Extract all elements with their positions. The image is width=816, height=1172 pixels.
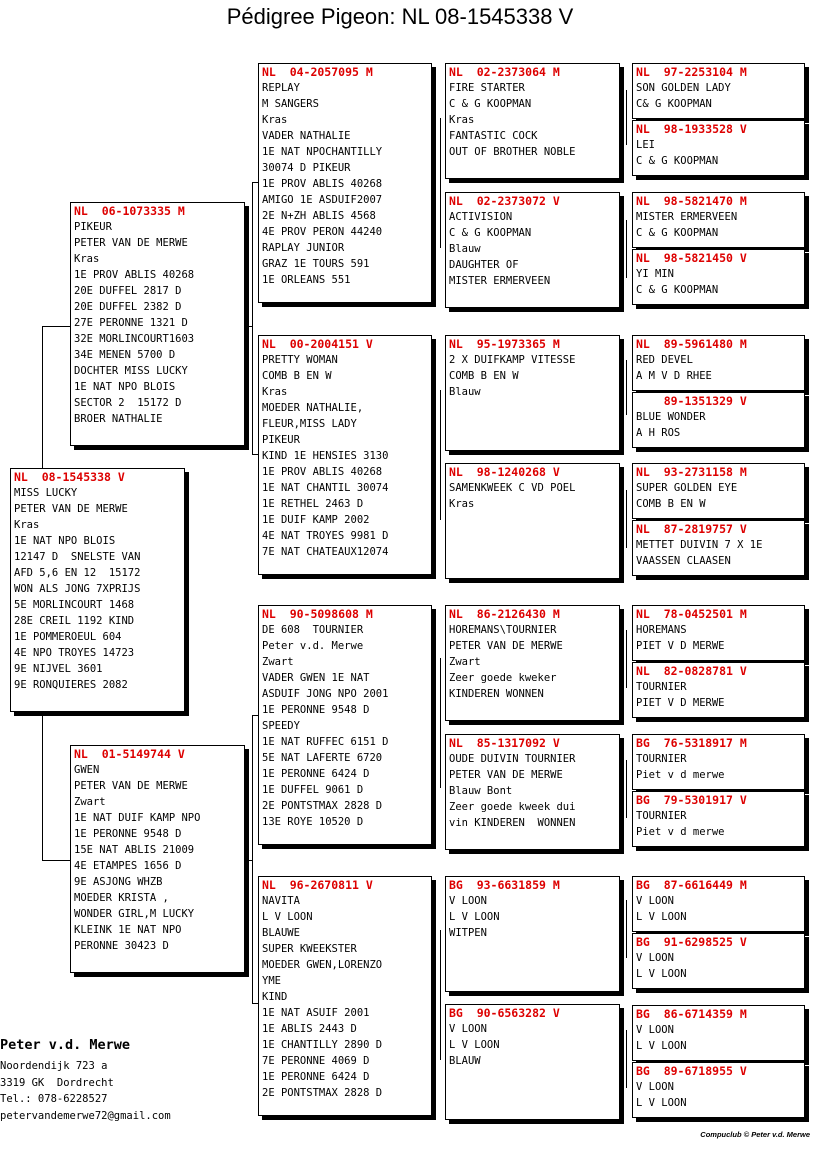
connector-line (626, 900, 627, 958)
card-line: C & G KOOPMAN (449, 98, 532, 110)
card-line: 1E DUFFEL 9061 D (262, 784, 364, 796)
card-line: FLEUR,MISS LADY (262, 418, 357, 430)
card-line: DE 608 TOURNIER (262, 624, 364, 636)
card-line: MOEDER GWEN,LORENZO (262, 959, 383, 971)
card-line: KLEINK 1E NAT NPO (74, 924, 182, 936)
connector-line (440, 390, 441, 520)
pigeon-card-ancestor (632, 335, 805, 391)
pigeon-card-ancestor (632, 791, 805, 847)
card-line: 1E DUIF KAMP 2002 (262, 514, 370, 526)
ring-number: NL 85-1317092 V (449, 736, 560, 750)
card-line: REPLAY (262, 82, 300, 94)
card-line: 1E NAT RUFFEC 6151 D (262, 736, 389, 748)
card-line: KIND (262, 991, 288, 1003)
owner-email[interactable]: petervandemerwe72@gmail.com (0, 1109, 171, 1122)
card-line: PETER VAN DE MERWE (449, 640, 563, 652)
card-line: BLAUWE (262, 927, 300, 939)
card-line: Zwart (74, 796, 106, 808)
card-line: MISTER ERMERVEEN (636, 211, 738, 223)
card-line: WITPEN (449, 927, 487, 939)
pigeon-card-great-grandparent (445, 734, 620, 850)
card-line: V LOON (636, 1081, 674, 1093)
card-line: L V LOON (636, 1040, 687, 1052)
card-line: RED DEVEL (636, 354, 693, 366)
card-line: BROER NATHALIE (74, 413, 163, 425)
ring-number: BG 90-6563282 V (449, 1006, 560, 1020)
card-line: AMIGO 1E ASDUIF2007 (262, 194, 383, 206)
card-line: WON ALS JONG 7XPRIJS (14, 583, 141, 595)
card-line: 4E PROV PERON 44240 (262, 226, 383, 238)
card-line: 1E PROV ABLIS 40268 (74, 269, 195, 281)
card-line: 20E DUFFEL 2817 D (74, 285, 182, 297)
owner-address: Noordendijk 723 a (0, 1060, 108, 1072)
connector-line (626, 90, 627, 145)
pigeon-card-great-grandparent (445, 1004, 620, 1120)
card-line: VADER GWEN 1E NAT (262, 672, 370, 684)
connector-line (440, 118, 441, 248)
card-line: 13E ROYE 10520 D (262, 816, 364, 828)
ring-number: NL 01-5149744 V (74, 747, 185, 761)
card-line: YI MIN (636, 268, 674, 280)
card-line: C & G KOOPMAN (636, 284, 719, 296)
card-line: 1E NAT CHANTIL 30074 (262, 482, 389, 494)
card-line: C& G KOOPMAN (636, 98, 712, 110)
ring-number: NL 02-2373064 M (449, 65, 560, 79)
card-line: 9E ASJONG WHZB (74, 876, 163, 888)
card-line: 2E PONTSTMAX 2828 D (262, 800, 383, 812)
card-line: KINDEREN WONNEN (449, 688, 544, 700)
card-line: 9E RONQUIERES 2082 (14, 679, 128, 691)
card-line: COMB B EN W (449, 370, 519, 382)
card-line: SUPER KWEEKSTER (262, 943, 357, 955)
pigeon-card-grandparent (258, 63, 432, 303)
card-line: COMB B EN W (636, 498, 706, 510)
pigeon-card-great-grandparent (445, 876, 620, 992)
ring-number: NL 93-2731158 M (636, 465, 747, 479)
card-line: MISS LUCKY (14, 487, 78, 499)
card-line: 32E MORLINCOURT1603 (74, 333, 195, 345)
ring-number: NL 00-2004151 V (262, 337, 373, 351)
pigeon-card-ancestor (632, 605, 805, 661)
ring-number: NL 08-1545338 V (14, 470, 125, 484)
card-line: KIND 1E HENSIES 3130 (262, 450, 389, 462)
card-line: L V LOON (449, 911, 500, 923)
card-line: PETER VAN DE MERWE (449, 769, 563, 781)
card-line: 2E N+ZH ABLIS 4568 (262, 210, 376, 222)
pigeon-card-great-grandparent (445, 463, 620, 579)
ring-number: BG 89-6718955 V (636, 1064, 747, 1078)
card-line: Kras (262, 386, 288, 398)
card-line: TOURNIER (636, 681, 687, 693)
card-line: FANTASTIC COCK (449, 130, 538, 142)
ring-number: 89-1351329 V (636, 394, 747, 408)
connector-line (42, 712, 43, 860)
card-line: 1E PERONNE 6424 D (262, 768, 370, 780)
pigeon-card-ancestor (632, 662, 805, 718)
ring-number: NL 87-2819757 V (636, 522, 747, 536)
card-line: V LOON (449, 895, 487, 907)
card-line: 5E MORLINCOURT 1468 (14, 599, 135, 611)
card-line: 1E NAT NPO BLOIS (14, 535, 116, 547)
card-line: Blauw (449, 386, 481, 398)
pigeon-card-ancestor (632, 1062, 805, 1118)
pigeon-card-ancestor (632, 63, 805, 119)
card-line: PERONNE 30423 D (74, 940, 169, 952)
card-line: WONDER GIRL,M LUCKY (74, 908, 195, 920)
card-line: RAPLAY JUNIOR (262, 242, 345, 254)
connector-line (626, 490, 627, 548)
card-line: 1E ORLEANS 551 (262, 274, 351, 286)
card-line: 2 X DUIFKAMP VITESSE (449, 354, 576, 366)
card-line: Zwart (449, 656, 481, 668)
connector-line (440, 658, 441, 788)
connector-line (440, 930, 441, 1060)
card-line: OUDE DUIVIN TOURNIER (449, 753, 576, 765)
card-line: Zeer goede kweker (449, 672, 557, 684)
card-line: 27E PERONNE 1321 D (74, 317, 188, 329)
connector-line (626, 360, 627, 415)
pigeon-card-great-grandparent (445, 192, 620, 308)
card-line: 9E NIJVEL 3601 (14, 663, 103, 675)
pigeon-card-ancestor (632, 734, 805, 790)
card-line: ACTIVISION (449, 211, 513, 223)
card-line: L V LOON (262, 911, 313, 923)
connector-line (626, 630, 627, 688)
card-line: DOCHTER MISS LUCKY (74, 365, 188, 377)
owner-postal: 3319 GK Dordrecht (0, 1076, 114, 1089)
connector-line (626, 760, 627, 818)
connector-line (626, 1030, 627, 1088)
pigeon-card-ancestor (632, 933, 805, 989)
card-line: DAUGHTER OF (449, 259, 519, 271)
card-line: TOURNIER (636, 753, 687, 765)
card-line: OUT OF BROTHER NOBLE (449, 146, 576, 158)
card-line: PIKEUR (74, 221, 112, 233)
card-line: M SANGERS (262, 98, 319, 110)
pigeon-card-grandparent (258, 605, 432, 845)
card-line: 2E PONTSTMAX 2828 D (262, 1087, 383, 1099)
card-line: 4E NPO TROYES 14723 (14, 647, 135, 659)
ring-number: NL 98-5821470 M (636, 194, 747, 208)
card-line: L V LOON (636, 968, 687, 980)
connector-line (42, 326, 43, 468)
card-line: AFD 5,6 EN 12 15172 (14, 567, 141, 579)
card-line: 7E NAT CHATEAUX12074 (262, 546, 389, 558)
card-line: PETER VAN DE MERWE (14, 503, 128, 515)
card-line: 1E PERONNE 6424 D (262, 1071, 370, 1083)
card-line: 7E PERONNE 4069 D (262, 1055, 370, 1067)
card-line: Kras (14, 519, 40, 531)
pigeon-card-ancestor (632, 120, 805, 176)
pigeon-card-grandparent (258, 876, 432, 1116)
card-line: 34E MENEN 5700 D (74, 349, 176, 361)
card-line: Kras (74, 253, 100, 265)
ring-number: NL 98-1933528 V (636, 122, 747, 136)
card-line: SUPER GOLDEN EYE (636, 482, 738, 494)
card-line: C & G KOOPMAN (636, 227, 719, 239)
card-line: PRETTY WOMAN (262, 354, 338, 366)
connector-line (252, 182, 253, 454)
card-line: SPEEDY (262, 720, 300, 732)
ring-number: NL 89-5961480 M (636, 337, 747, 351)
card-line: L V LOON (449, 1039, 500, 1051)
card-line: GWEN (74, 764, 100, 776)
card-line: FIRE STARTER (449, 82, 525, 94)
card-line: METTET DUIVIN 7 X 1E (636, 539, 763, 551)
owner-contact (0, 1036, 171, 1124)
connector-line (252, 715, 253, 1003)
card-line: vin KINDEREN WONNEN (449, 817, 576, 829)
page-title: Pédigree Pigeon: NL 08-1545338 V (226, 4, 574, 29)
owner-name: Peter v.d. Merwe (0, 1037, 131, 1053)
pigeon-card-ancestor (632, 520, 805, 576)
ring-number: BG 86-6714359 M (636, 1007, 747, 1021)
card-line: A H ROS (636, 427, 681, 439)
connector-line (42, 326, 70, 327)
pigeon-card-mother (70, 745, 245, 973)
card-line: SECTOR 2 15172 D (74, 397, 182, 409)
ring-number: NL 97-2253104 M (636, 65, 747, 79)
card-line: 1E PROV ABLIS 40268 (262, 178, 383, 190)
card-line: 4E ETAMPES 1656 D (74, 860, 182, 872)
card-line: Peter v.d. Merwe (262, 640, 364, 652)
card-line: ASDUIF JONG NPO 2001 (262, 688, 389, 700)
pigeon-card-ancestor (632, 876, 805, 932)
card-line: 1E NAT DUIF KAMP NPO (74, 812, 201, 824)
pigeon-card-ancestor (632, 392, 805, 448)
ring-number: BG 76-5318917 M (636, 736, 747, 750)
card-line: LEI (636, 139, 655, 151)
card-line: VAASSEN CLAASEN (636, 555, 731, 567)
ring-number: BG 91-6298525 V (636, 935, 747, 949)
software-credit: Compuclub © Peter v.d. Merwe (700, 1130, 810, 1139)
card-line: 1E PERONNE 9548 D (262, 704, 370, 716)
card-line: 1E NAT NPO BLOIS (74, 381, 176, 393)
ring-number: NL 98-5821450 V (636, 251, 747, 265)
card-line: Kras (449, 498, 475, 510)
card-line: MISTER ERMERVEEN (449, 275, 551, 287)
ring-number: NL 98-1240268 V (449, 465, 560, 479)
connector-line (42, 860, 70, 861)
card-line: SON GOLDEN LADY (636, 82, 731, 94)
card-line: TOURNIER (636, 810, 687, 822)
card-line: BLUE WONDER (636, 411, 706, 423)
ring-number: BG 79-5301917 V (636, 793, 747, 807)
card-line: 1E PROV ABLIS 40268 (262, 466, 383, 478)
ring-number: NL 78-0452501 M (636, 607, 747, 621)
card-line: L V LOON (636, 1097, 687, 1109)
owner-phone: Tel.: 078-6228527 (0, 1093, 108, 1105)
card-line: 5E NAT LAFERTE 6720 (262, 752, 383, 764)
card-line: V LOON (449, 1023, 487, 1035)
card-line: 1E NAT NPOCHANTILLY (262, 146, 383, 158)
card-line: 1E PERONNE 9548 D (74, 828, 182, 840)
connector-line (245, 326, 252, 327)
card-line: Kras (262, 114, 288, 126)
card-line: VADER NATHALIE (262, 130, 351, 142)
ring-number: NL 06-1073335 M (74, 204, 185, 218)
card-line: SAMENKWEEK C VD POEL (449, 482, 576, 494)
card-line: COMB B EN W (262, 370, 332, 382)
card-line: 1E POMMEROEUL 604 (14, 631, 122, 643)
card-line: PETER VAN DE MERWE (74, 237, 188, 249)
card-line: GRAZ 1E TOURS 591 (262, 258, 370, 270)
pigeon-card-great-grandparent (445, 335, 620, 451)
card-line: PETER VAN DE MERWE (74, 780, 188, 792)
card-line: 1E NAT ASUIF 2001 (262, 1007, 370, 1019)
card-line: BLAUW (449, 1055, 481, 1067)
card-line: 30074 D PIKEUR (262, 162, 351, 174)
card-line: A M V D RHEE (636, 370, 712, 382)
card-line: Piet v d merwe (636, 826, 725, 838)
card-line: YME (262, 975, 281, 987)
card-line: C & G KOOPMAN (636, 155, 719, 167)
pigeon-card-grandparent (258, 335, 432, 575)
ring-number: NL 95-1973365 M (449, 337, 560, 351)
card-line: Piet v d merwe (636, 769, 725, 781)
card-line: PIET V D MERWE (636, 640, 725, 652)
ring-number: BG 93-6631859 M (449, 878, 560, 892)
card-line: Zwart (262, 656, 294, 668)
connector-line (626, 220, 627, 278)
pigeon-card-ancestor (632, 463, 805, 519)
pigeon-card-ancestor (632, 192, 805, 248)
card-line: 4E NAT TROYES 9981 D (262, 530, 389, 542)
ring-number: NL 04-2057095 M (262, 65, 373, 79)
card-line: MOEDER KRISTA , (74, 892, 169, 904)
connector-line (245, 860, 252, 861)
card-line: V LOON (636, 895, 674, 907)
card-line: 20E DUFFEL 2382 D (74, 301, 182, 313)
pigeon-card-ancestor (632, 1005, 805, 1061)
card-line: HOREMANS\TOURNIER (449, 624, 557, 636)
card-line: V LOON (636, 952, 674, 964)
pigeon-card-father (70, 202, 245, 446)
card-line: Kras (449, 114, 475, 126)
ring-number: NL 82-0828781 V (636, 664, 747, 678)
card-line: Blauw Bont (449, 785, 513, 797)
pigeon-card-subject (10, 468, 185, 712)
card-line: 28E CREIL 1192 KIND (14, 615, 135, 627)
card-line: C & G KOOPMAN (449, 227, 532, 239)
ring-number: NL 02-2373072 V (449, 194, 560, 208)
card-line: 1E RETHEL 2463 D (262, 498, 364, 510)
card-line: PIKEUR (262, 434, 300, 446)
ring-number: NL 86-2126430 M (449, 607, 560, 621)
ring-number: NL 96-2670811 V (262, 878, 373, 892)
pigeon-card-great-grandparent (445, 605, 620, 721)
card-line: L V LOON (636, 911, 687, 923)
card-line: Blauw (449, 243, 481, 255)
card-line: MOEDER NATHALIE, (262, 402, 364, 414)
card-line: NAVITA (262, 895, 300, 907)
ring-number: BG 87-6616449 M (636, 878, 747, 892)
card-line: 12147 D SNELSTE VAN (14, 551, 141, 563)
pigeon-card-great-grandparent (445, 63, 620, 179)
ring-number: NL 90-5098608 M (262, 607, 373, 621)
card-line: 15E NAT ABLIS 21009 (74, 844, 195, 856)
card-line: HOREMANS (636, 624, 687, 636)
card-line: V LOON (636, 1024, 674, 1036)
pigeon-card-ancestor (632, 249, 805, 305)
card-line: 1E CHANTILLY 2890 D (262, 1039, 383, 1051)
card-line: 1E ABLIS 2443 D (262, 1023, 357, 1035)
card-line: PIET V D MERWE (636, 697, 725, 709)
card-line: Zeer goede kweek dui (449, 801, 576, 813)
